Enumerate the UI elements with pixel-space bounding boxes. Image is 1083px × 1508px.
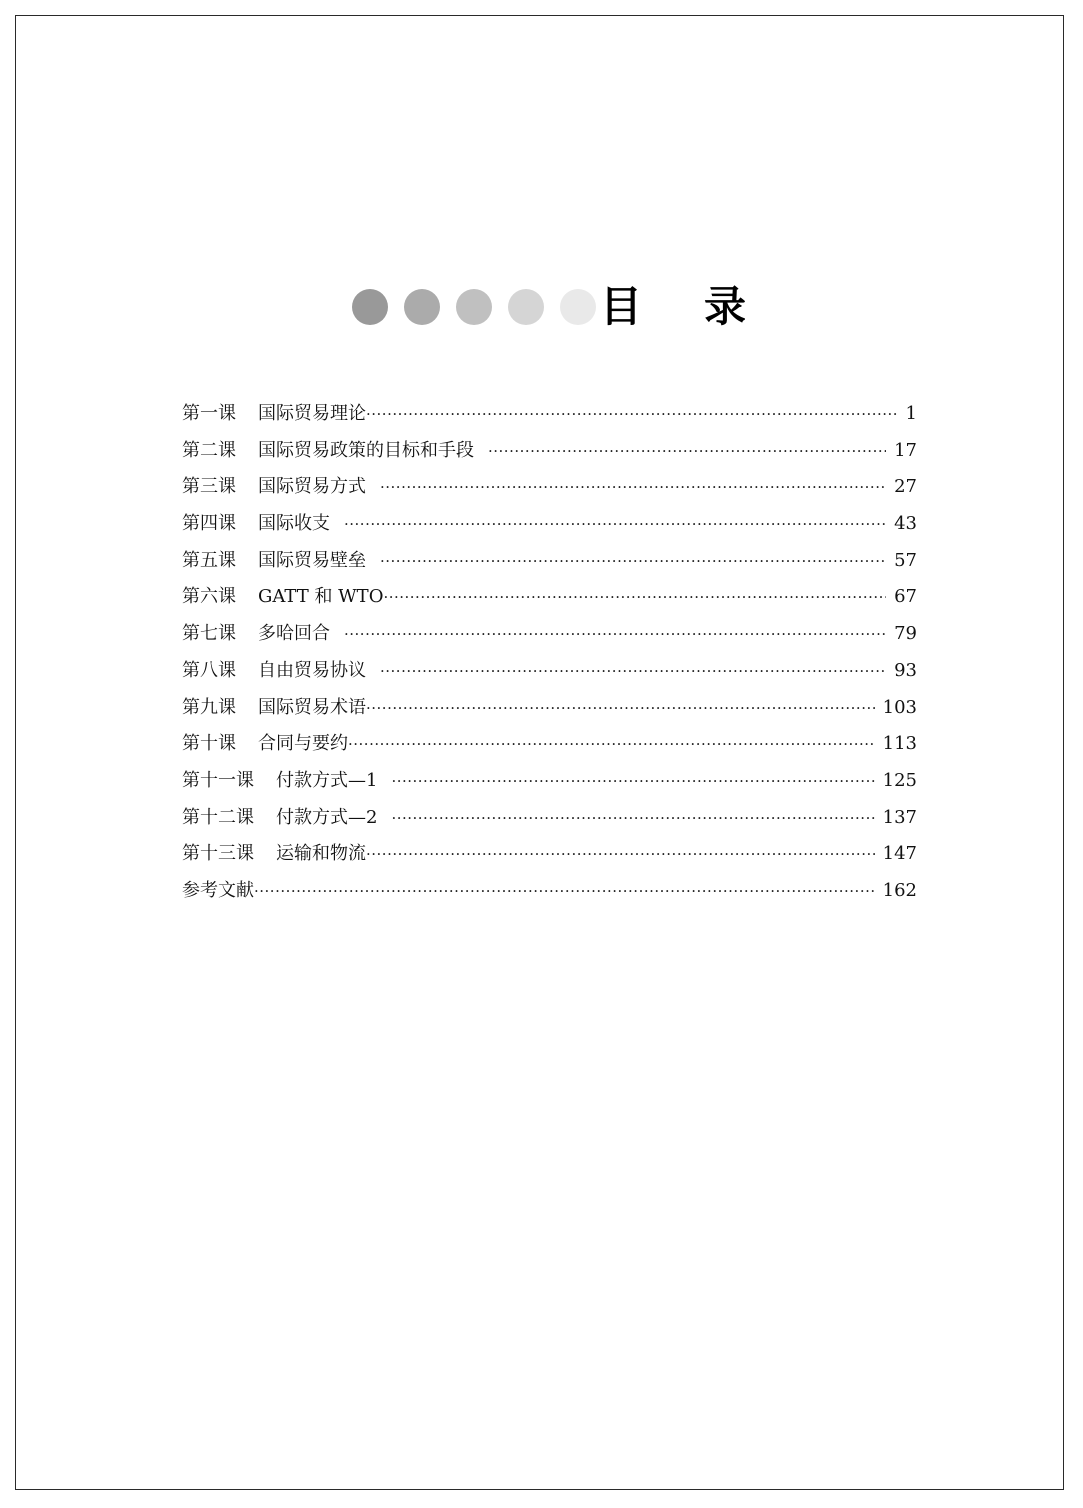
toc-page-number: 93 [894,659,917,681]
toc-lesson-number: 第一课 [182,403,236,424]
toc-lesson-title: 付款方式—1 [276,769,378,791]
toc-entry[interactable] [182,506,917,543]
dotted-leader [391,800,874,837]
decorative-dot-5 [560,289,596,325]
toc-entry[interactable] [182,726,917,763]
toc-lesson-number: 第四课 [182,513,236,535]
toc-page-number: 57 [894,549,917,571]
decorative-dot-3 [456,289,492,325]
toc-lesson-number: 第三课 [182,476,236,498]
toc-page-number: 67 [894,586,917,608]
decorative-dot-4 [508,289,544,325]
toc-lesson-number: 第七课 [182,623,236,645]
dotted-leader [380,543,886,580]
toc-page-number: 17 [894,439,917,461]
toc-entry[interactable] [182,690,917,727]
dotted-leader [344,616,886,653]
toc-entry[interactable] [182,616,917,653]
dotted-leader [391,763,874,800]
dotted-leader [366,690,875,727]
toc-lesson-title: 自由贸易协议 [258,659,366,681]
toc-lesson-title: GATT 和 WTO [258,586,384,608]
toc-heading [352,282,746,332]
dotted-leader [366,396,898,433]
toc-entry[interactable] [182,396,917,433]
toc-page-number: 27 [894,476,917,498]
toc-lesson-number: 第十二课 [182,806,254,828]
toc-entry[interactable] [182,653,917,690]
toc-lesson-title: 国际贸易政策的目标和手段 [258,439,474,461]
toc-lesson-title: 多哈回合 [258,623,330,645]
toc-page-number: 1 [905,403,917,424]
dotted-leader [254,873,875,910]
toc-lesson-number: 第十一课 [182,769,254,791]
heading-title-first: 目 [600,282,643,331]
toc-lesson-number: 第五课 [182,549,236,571]
decorative-dot-1 [352,289,388,325]
toc-entry[interactable] [182,433,917,470]
toc-lesson-number: 第十课 [182,733,236,755]
toc-lesson-title: 国际贸易术语 [258,696,366,718]
dotted-leader [380,653,886,690]
toc-page-number: 125 [882,769,917,791]
toc-lesson-title: 国际贸易壁垒 [258,549,366,571]
table-of-contents [182,396,917,910]
dotted-leader [488,433,886,470]
decorative-dot-2 [404,289,440,325]
toc-page-number: 147 [882,843,917,865]
toc-lesson-title: 付款方式—2 [276,806,378,828]
toc-lesson-number: 第九课 [182,696,236,718]
toc-references-title: 参考文献 [182,879,254,901]
toc-lesson-number: 第十三课 [182,843,254,865]
toc-entry[interactable] [182,543,917,580]
toc-page-number: 103 [882,696,917,718]
toc-page-number: 79 [894,623,917,645]
dotted-leader [344,506,886,543]
dotted-leader [383,579,886,616]
toc-entry[interactable] [182,836,917,873]
toc-entry[interactable] [182,469,917,506]
dotted-leader [380,469,886,506]
toc-entry-references[interactable] [182,873,917,910]
toc-lesson-number: 第八课 [182,659,236,681]
toc-page-number: 43 [894,513,917,535]
toc-lesson-number: 第六课 [182,586,236,608]
toc-lesson-title: 国际贸易理论 [258,403,366,424]
toc-entry[interactable] [182,579,917,616]
toc-lesson-title: 运输和物流 [276,843,366,865]
toc-lesson-title: 合同与要约 [258,733,348,755]
heading-title-second: 录 [704,282,747,331]
toc-lesson-title: 国际贸易方式 [258,476,366,498]
dotted-leader [348,726,875,763]
toc-page-number: 113 [882,733,917,755]
toc-entry[interactable] [182,800,917,837]
toc-lesson-number: 第二课 [182,439,236,461]
toc-page-number: 137 [882,806,917,828]
toc-lesson-title: 国际收支 [258,513,330,535]
dotted-leader [366,836,875,873]
toc-page-number: 162 [882,879,917,901]
toc-entry[interactable] [182,763,917,800]
